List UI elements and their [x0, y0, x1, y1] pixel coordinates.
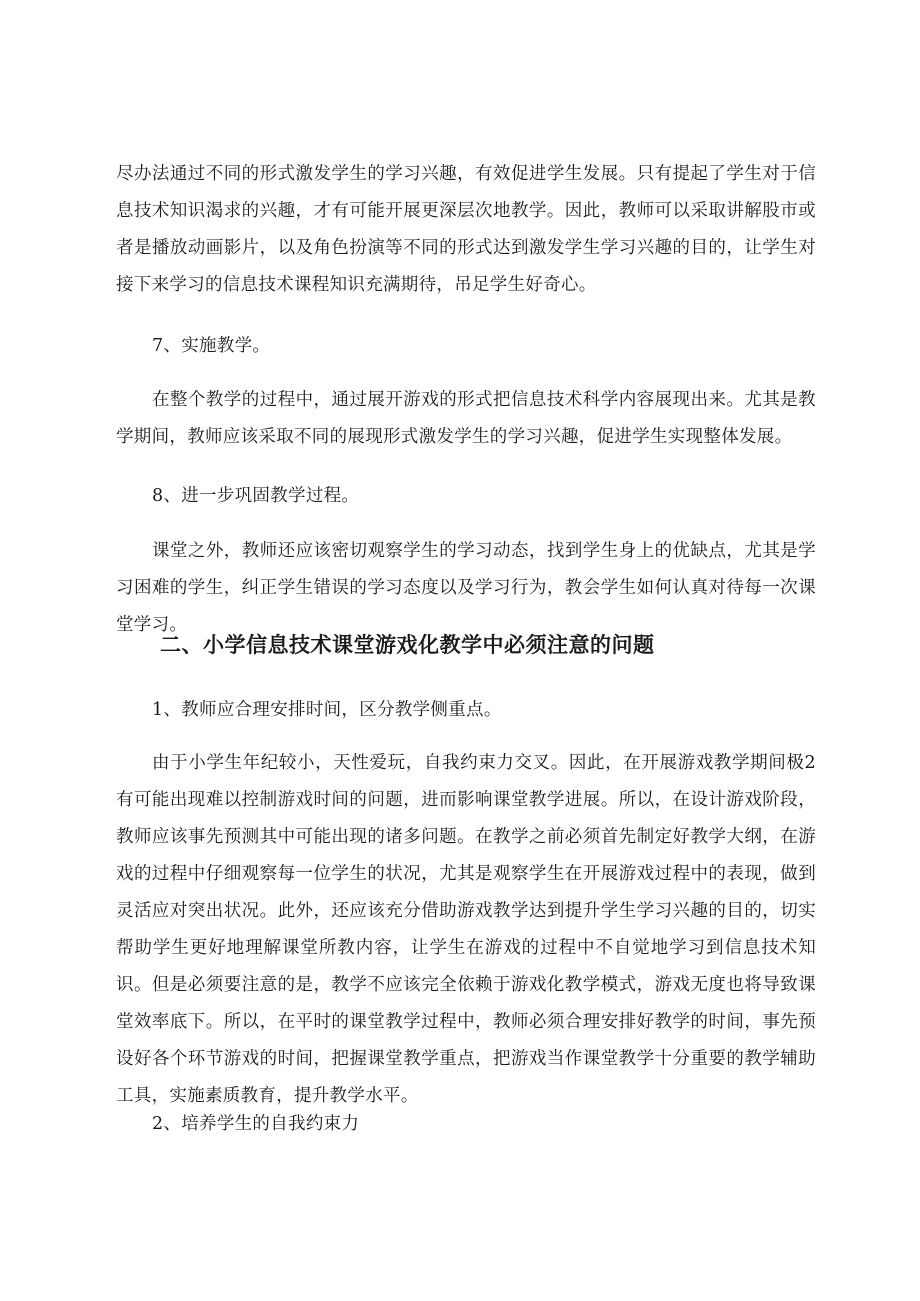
paragraph-time-management: 由于小学生年纪较小，天性爱玩，自我约束力交叉。因此，在开展游戏教学期间极2有可能出现难以控制游戏时间的问题，进而影响课堂教学进展。所以，在设计游戏阶段，教师应该事先预测其中可能出现的诸多问题。在教学之前必须首先制定好教学大纲，在游戏的过程中仔细观察每一位学生的状况，尤其是观察学生在开展游戏过程中的表现，做到灵活应对突出状况。此外，还应该充分借助游戏教学达到提升学生学习兴趣的目的，切实帮助学生更好地理解课堂所教内容，让学生在游戏的过程中不自觉地学习到信息技术知识。但是必须要注意的是，教学不应该完全依赖于游戏化教学模式，游戏无度也将导致课堂效率底下。所以，在平时的课堂教学过程中，教师必须合理安排好教学的时间，事先预设好各个环节游戏的时间，把握课堂教学重点，把游戏当作课堂教学十分重要的教学辅助工具，实施素质教育，提升教学水平。 [116, 753, 816, 1106]
paragraph-implement-teaching: 在整个教学的过程中，通过展开游戏的形式把信息技术科学内容展现出来。尤其是教学期间，教师应该采取不同的展现形式激发学生的学习兴趣，促进学生实现整体发展。 [116, 390, 816, 447]
item-8-title: 8、进一步巩固教学过程。 [152, 486, 360, 506]
paragraph-consolidate: 课堂之外，教师还应该密切观察学生的学习动态，找到学生身上的优缺点，尤其是学习困难的学生，纠正学生错误的学习态度以及学习行为，教会学生如何认真对待每一次课堂学习。 [116, 541, 816, 635]
item-7-title: 7、实施教学。 [152, 336, 271, 356]
section-2-heading: 二、小学信息技术课堂游戏化教学中必须注意的问题 [160, 632, 655, 657]
paragraph-motivation: 尽办法通过不同的形式激发学生的学习兴趣，有效促进学生发展。只有提起了学生对于信息技术知识渴求的兴趣，才有可能开展更深层次地教学。因此，教师可以采取讲解股市或者是播放动画影片，以及角色扮演等不同的形式达到激发学生学习兴趣的目的，让学生对接下来学习的信息技术课程知识充满期待，吊足学生好奇心。 [116, 164, 816, 295]
subsection-1-title: 1、教师应合理安排时间，区分教学侧重点。 [152, 700, 502, 720]
subsection-2-title: 2、培养学生的自我约束力 [152, 1114, 360, 1134]
